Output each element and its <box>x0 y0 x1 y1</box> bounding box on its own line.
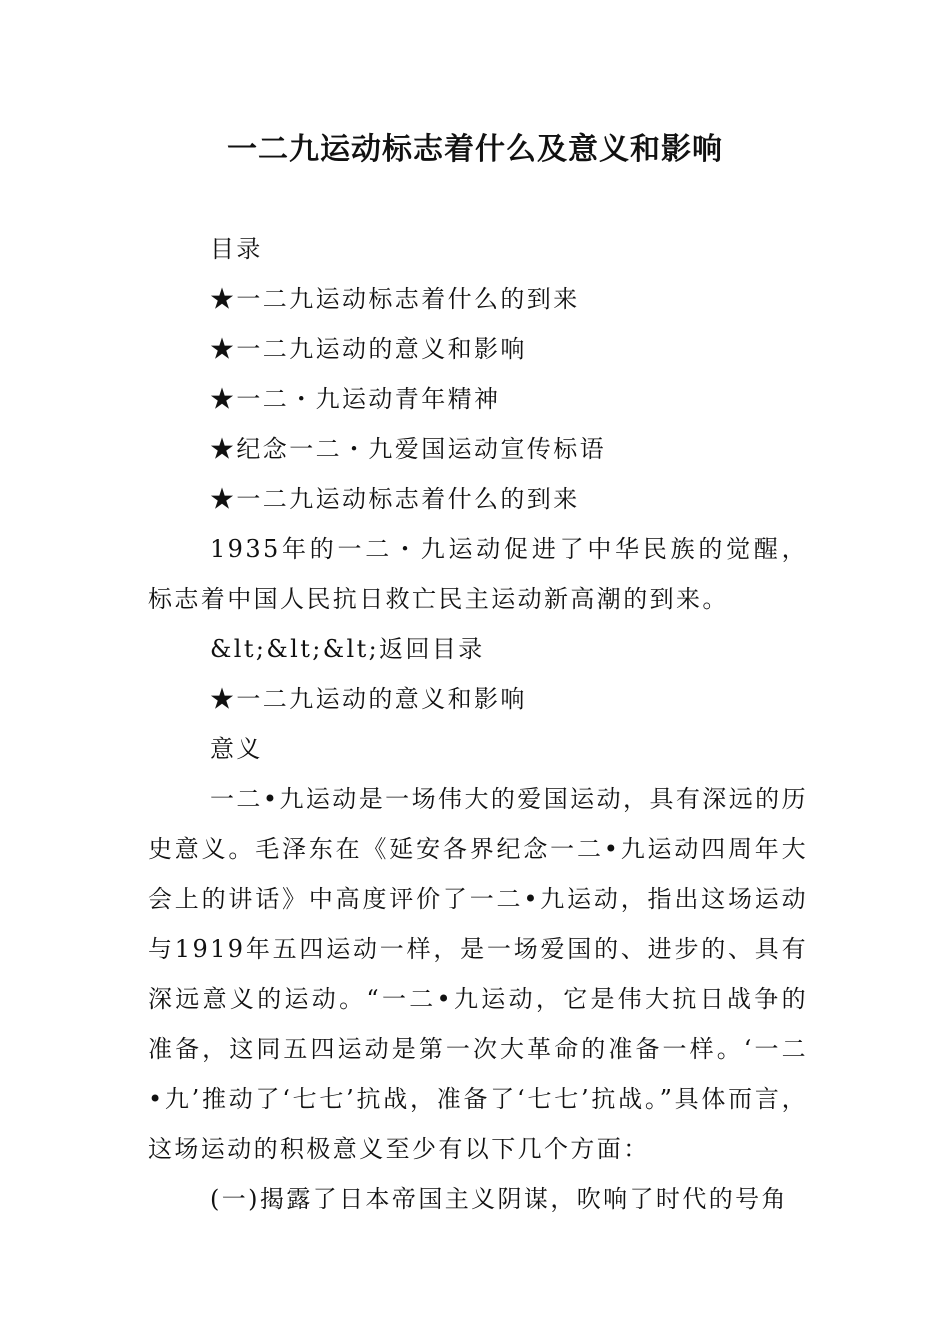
toc-item-youth-spirit[interactable]: ★一二・九运动青年精神 <box>210 385 501 413</box>
section-paragraph-meaning <box>148 774 808 1174</box>
back-to-toc-link[interactable]: &lt;&lt;&lt;返回目录 <box>210 635 485 663</box>
document-title: 一二九运动标志着什么及意义和影响 <box>227 132 723 167</box>
document-body <box>148 224 808 1224</box>
section-paragraph-marking <box>148 524 808 624</box>
paragraph-text: 一二•九运动是一场伟大的爱国运动，具有深远的历史意义。毛泽东在《延安各界纪念一二•九运动四周年大会上的讲话》中高度评价了一二•九运动，指出这场运动与1919年五四运动一样，是一场爱国的、进步的、具有深远意义的运动。“一二•九运动，它是伟大抗日战争的准备，这同五四运动是第一次大革命的准备一样。‘一二•九’推动了‘七七’抗战，准备了‘七七’抗战。”具体而言，这场运动的积极意义至少有以下几个方面： <box>148 785 808 1163</box>
toc-item-marking[interactable]: ★一二九运动标志着什么的到来 <box>210 285 580 313</box>
toc-heading: 目录 <box>210 235 263 263</box>
section-heading-marking: ★一二九运动标志着什么的到来 <box>210 485 580 513</box>
point-heading-1: (一)揭露了日本帝国主义阴谋，吹响了时代的号角 <box>210 1185 788 1213</box>
section-heading-meaning: ★一二九运动的意义和影响 <box>210 685 527 713</box>
subheading-meaning: 意义 <box>210 735 263 763</box>
toc-item-meaning[interactable]: ★一二九运动的意义和影响 <box>210 335 527 363</box>
toc-item-slogans[interactable]: ★纪念一二・九爱国运动宣传标语 <box>210 435 606 463</box>
paragraph-text: 1935年的一二・九运动促进了中华民族的觉醒，标志着中国人民抗日救亡民主运动新高潮的到来。 <box>148 535 808 613</box>
